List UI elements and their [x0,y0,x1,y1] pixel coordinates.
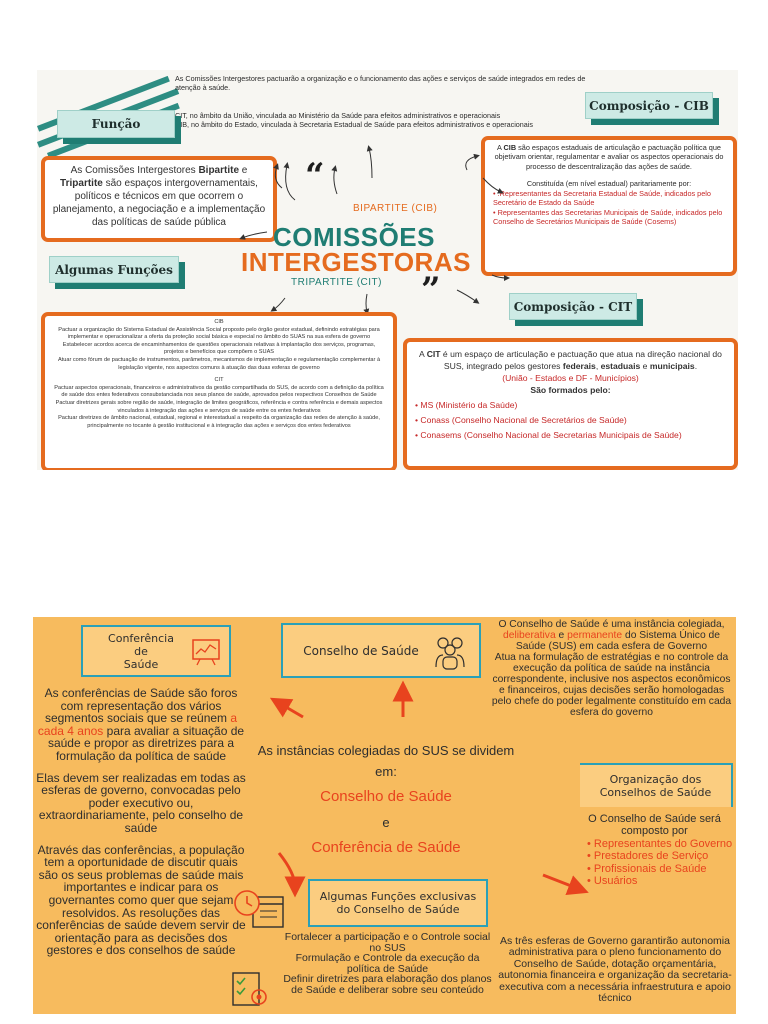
title-intergestoras: INTERGESTORAS [241,247,471,277]
arrow-icon [466,156,477,170]
arrow-icon [334,168,337,194]
conferencias-esferas: Elas devem ser realizadas em todas as esferas de governo, convocadas pelo poder executivo ou, extraordinariamente, pelo conselho de saúde [36,770,246,835]
arrow-icon [457,290,477,302]
conselho-description: O Conselho de Saúde é uma instância colegiada, deliberativa e permanente do Sistema Único de Saúde (SUS) em cada esfera de Governo Atua na formulação de estratégias e no controle da execução da política de saúde na instância correspondente, inclusive nos aspectos econômicos e financeiros, cujas decisões serão homologadas pelo chefe do poder legalmente constituído em cada esfera do governo [489,619,734,718]
funcao-cib-item: Pactuar a organização do Sistema Estadual de Assistência Social proposto pelo órgão gestor estadual, definindo estratégias para implementar e operacionalizar a oferta da proteção social básica e especial no âmbito do SUAS na sua esfera de governo [58,326,380,341]
organizacao-item: • Usuários [587,875,736,887]
funcao-label: Função [57,110,175,138]
quote-open-icon: “ [305,156,325,196]
cib-member-item: • :Representantes da Secretaria Estadual de Saúde, indicados pelo Secretário de Estado da Saúde [493,189,725,207]
cit-members-list [415,398,726,443]
composicao-cib-label: Composição - CIB [585,92,713,119]
conselho-conferencia-infographic [33,617,736,1014]
cit-member-item: • Conasems (Conselho Nacional de Secretarias Municipais de Saúde) [415,428,726,443]
cit-definition: CIT, no âmbito da União, vinculada ao Ministério da Saúde para efeitos administrativos e operacionais [175,111,501,120]
cib-member-item: • Representantes das Secretarias Municipais de Saúde, indicados pelo Conselho de Secretários Municipais de Saúde (Cosems) [493,208,725,226]
funcoes-cib-heading: CIB [214,319,224,325]
cit-sao-formados: São formados pelo: [530,385,611,395]
funcoes-label: Algumas Funções exclusivas do Conselho de Saúde [319,890,477,916]
intro-text: As Comissões Intergestores pactuarão a organização e o funcionamento das ações e serviços de saúde integrados em redes de atenção à saúde. [175,74,586,92]
cit-intro: A CIT é um espaço de articulação e pactuação que atua na direção nacional do SUS, integrado pelos gestores federais, estaduais e municipais. [419,349,722,371]
cib-intro: A CIB são espaços estaduais de articulação e pactuação política que objetivam orientar, regulamentar e avaliar os aspectos operacionais do processo de descentralização das ações de saúde. [494,143,724,171]
composicao-cit-label: Composição - CIT [509,293,637,320]
center-conferencia: Conferência de Saúde [311,839,461,856]
cit-composition-box [403,338,738,470]
esferas-description: As três esferas de Governo garantirão autonomia administrativa para o pleno funcionamento do Conselho de Saúde, dotação orçamentária, autonomia financeira e organização da secretaria-executiva com a necessária infraestrutura e apoio técnico [498,935,732,1005]
arrow-icon [492,275,507,278]
funcao-cib-item: Estabelecer acordos acerca de encaminhamentos de questões operacionais relativas à implantação dos serviços, programas, projetos e benefícios que compõem o SUAS [62,341,376,356]
center-conselho: Conselho de Saúde [320,788,452,805]
organizacao-item: • Profissionais de Saúde [587,863,736,875]
arrow-down-icon [279,853,295,887]
bipartite-bold: Bipartite [198,165,240,176]
arrow-icon [275,166,282,188]
conselho-label: Conselho de Saúde [303,643,419,658]
funcao-item: Definir diretrizes para elaboração dos planos de Saúde e deliberar sobre seu conteúdo [283,973,492,996]
organizacao-label: Organização dos Conselhos de Saúde [599,773,712,799]
algumas-funcoes-label: Algumas Funções [49,256,179,283]
funcoes-box [41,312,397,470]
funcao-cit-item: Pactuar aspectos operacionais, financeiros e administrativos da gestão compartilhada do SUS, de acordo com a definição da política de saúde dos entes federativos consubstanciada nos seus planos de saúde, aprovados pelos respectivos Conselhos de Saúde [54,384,384,399]
arrow-icon [273,298,285,310]
arrow-icon [286,165,295,200]
quote-close-icon: ” [421,270,441,310]
subtitle-bipartite: BIPARTITE (CIB) [353,203,438,214]
funcao-cit-item: Pactuar diretrizes gerais sobre região de saúde, integração de limites geográficos, referência e contra referência e demais aspectos vinculados à integração das ações e serviços de saúde entre os entes federativos [55,399,383,414]
conferencias-populacao: Através das conferências, a população tem a oportunidade de discutir quais são os seus problemas de saúde mais importantes e indicar para os governantes como quer que sejam resolvidos. As resoluções das conferências de saúde devem servir de orientação para as decisões dos gestores e dos conselhos de saúde [36,842,246,958]
organizacao-content: O Conselho de Saúde será composto por • Representantes do Governo • Prestadores de Serviço • Profissionais de Saúde • Usuários [573,813,736,887]
arrow-right-icon [543,875,579,889]
conferencia-label: Conferência de Saúde [108,631,174,671]
cib-constituida: Constituída (em nível estadual) paritariamente por: [526,179,692,189]
arrow-icon [483,178,501,192]
funcao-cib-item: Atuar como fórum de pactuação de instrumentos, parâmetros, mecanismos de implementação e regulamentação complementar à legislação vigente, nos aspectos comuns à atuação das duas esferas de governo [57,356,381,371]
comissoes-intergestoras-infographic [37,70,738,470]
cit-uniao: (União - Estados e DF - Municípios) [502,373,639,383]
cib-definition: CIB, no âmbito do Estado, vinculada à Secretaria Estadual de Saúde para efeitos administrativos e operacionais [175,120,533,129]
tripartite-bold: Tripartite [60,178,103,189]
funcoes-cit-heading: CIT [214,377,224,384]
subtitle-tripartite: TRIPARTITE (CIT) [291,277,382,288]
arrow-icon [242,232,267,238]
cit-member-item: • Conass (Conselho Nacional de Secretários de Saúde) [415,413,726,428]
orange-arrows [33,617,736,1014]
arrow-up-left-icon [279,703,303,717]
funcao-item: Fortalecer a participação e o Controle social no SUS [284,931,491,954]
funcao-box: As Comissões Intergestores Bipartite e Tripartite são espaços intergovernamentais, políticos e técnicos em que ocorrem o planejamento, a negociação e a implementação das políticas de saúde pública [41,156,277,242]
title-comissoes: COMISSÕES [273,222,435,252]
funcao-item: Formulação e Controle da execução da política de Saúde [295,952,480,975]
organizacao-item: • Prestadores de Serviço [587,850,736,862]
cit-member-item: • MS (Ministério da Saúde) [415,398,726,413]
conselho-atuacao: Atua na formulação de estratégias e no controle da execução da política de saúde na instância correspondente, inclusive nos aspectos econômicos e financeiros, cujas decisões serão homologadas pelo chefe do poder legalmente constituído em cada esfera do governo [491,652,732,718]
conferencias-description: As conferências de Saúde são foros com representação dos vários segmentos sociais que se reúnem a cada 4 anos para avaliar a situação de saúde e propor as diretrizes para a formulação da política de saúde Elas devem ser realizadas em todas as esferas de governo, convocadas pelo poder executivo ou, extraordinariamente, pelo conselho de saúde Através das conferências, a população tem a oportunidade de discutir quais são os seus problemas de saúde mais importantes e indicar para os governantes como quer que sejam resolvidos. As resoluções das conferências de saúde devem servir de orientação para as decisões dos gestores e dos conselhos de saúde [36,686,246,958]
arrow-icon [369,148,372,178]
arrow-icon [366,294,367,312]
funcao-cit-item: Pactuar diretrizes de âmbito nacional, estadual, regional e interestadual a respeito da organização das redes de atenção à saúde, principalmente no tocante à gestão institucional e à integração das ações e serviços dos entes federativos [58,415,380,429]
center-heading: As instâncias colegiadas do SUS se dividem em: Conselho de Saúde e Conferência de Saúde [251,740,521,863]
organizacao-item: • Representantes do Governo [587,838,736,850]
